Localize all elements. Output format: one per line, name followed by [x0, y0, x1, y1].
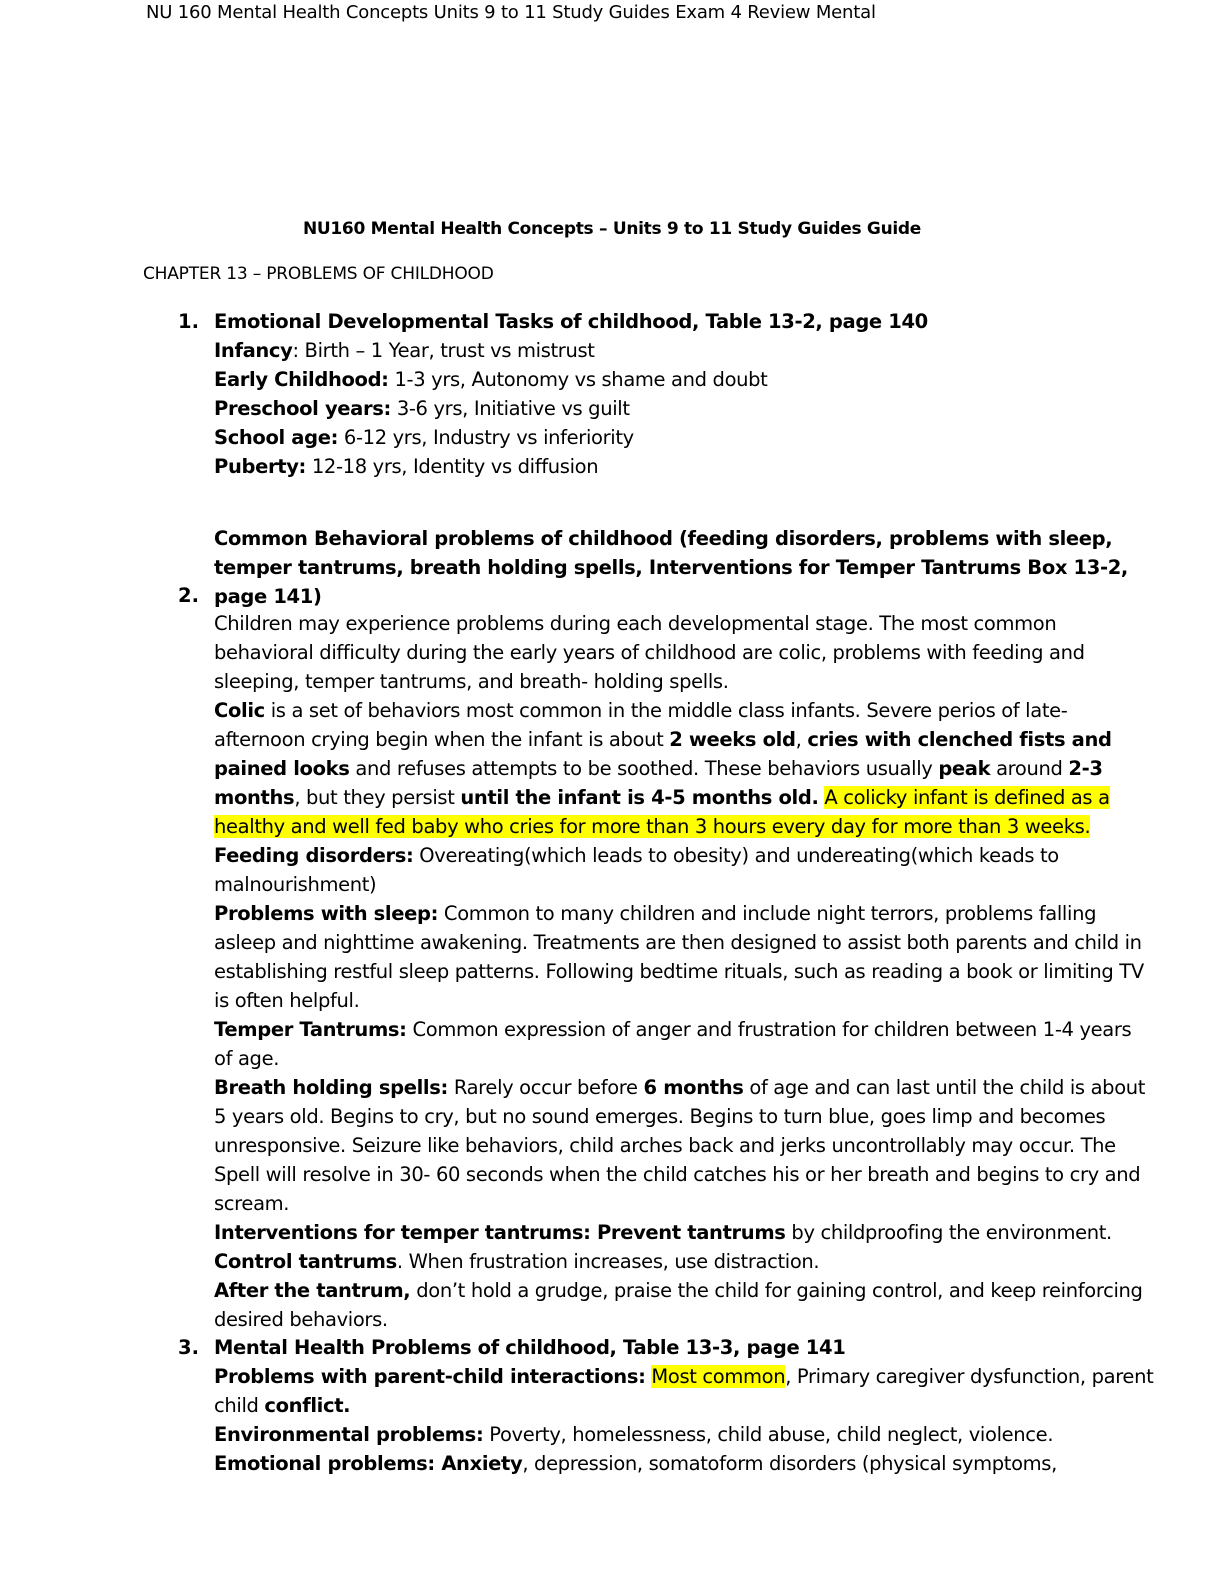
chapter-heading: CHAPTER 13 – PROBLEMS OF CHILDHOOD: [143, 264, 494, 284]
dev-row-puberty: Puberty: 12-18 yrs, Identity vs diffusion: [214, 455, 599, 478]
section-1-heading: Emotional Developmental Tasks of childhood, Table 13-2, page 140: [214, 310, 928, 333]
interventions-paragraph: Interventions for temper tantrums: Prevent tantrums by childproofing the environment.: [214, 1221, 1112, 1244]
page-header: NU 160 Mental Health Concepts Units 9 to 11 Study Guides Exam 4 Review Mental: [146, 2, 876, 23]
tantrums-paragraph: Temper Tantrums: Common expression of anger and frustration for children between 1-4 years of age.: [214, 1018, 1132, 1070]
feeding-paragraph: Feeding disorders: Overeating(which leads to obesity) and undereating(which keads to malnourishment): [214, 844, 1059, 896]
section-2-heading: Common Behavioral problems of childhood (feeding disorders, problems with sleep, temper tantrums, breath holding spells, Interventions for Temper Tantrums Box 13-2, page 141): [214, 527, 1128, 608]
intro-paragraph: Children may experience problems during each developmental stage. The most common behavioral difficulty during the early years of childhood are colic, problems with feeding and sleeping, temper tantrums, and breath- holding spells.: [214, 612, 1085, 693]
dev-row-preschool: Preschool years: 3-6 yrs, Initiative vs guilt: [214, 397, 630, 420]
section-1-number: 1.: [178, 310, 199, 333]
section-3: [214, 1333, 1154, 1478]
section-1: [214, 307, 1154, 481]
section-2-body: [214, 609, 1154, 1334]
most-common-highlight: Most common: [651, 1365, 786, 1388]
environmental-paragraph: Environmental problems: Poverty, homelessness, child abuse, child neglect, violence.: [214, 1423, 1054, 1446]
colic-highlight: A colicky infant is defined as a healthy and well fed baby who cries for more than 3 hours every day for more than 3 weeks.: [214, 786, 1110, 838]
section-3-number: 3.: [178, 1336, 199, 1359]
section-2-number: 2.: [178, 584, 199, 607]
dev-row-early-childhood: Early Childhood: 1-3 yrs, Autonomy vs shame and doubt: [214, 368, 768, 391]
emotional-paragraph: Emotional problems: Anxiety, depression, somatoform disorders (physical symptoms,: [214, 1452, 1057, 1475]
sleep-paragraph: Problems with sleep: Common to many children and include night terrors, problems falling asleep and nighttime awakening. Treatments are then designed to assist both parents and child in establishing restful sleep patterns. Following bedtime rituals, such as reading a book or limiting TV is often helpful.: [214, 902, 1144, 1012]
dev-row-school-age: School age: 6-12 yrs, Industry vs inferiority: [214, 426, 634, 449]
document-title: NU160 Mental Health Concepts – Units 9 to 11 Study Guides Guide: [302, 219, 922, 239]
dev-row-infancy: Infancy: Birth – 1 Year, trust vs mistrust: [214, 339, 595, 362]
control-paragraph: Control tantrums. When frustration increases, use distraction.: [214, 1250, 820, 1273]
colic-paragraph: Colic is a set of behaviors most common in the middle class infants. Severe perios of late-afternoon crying begin when the infant is about 2 weeks old, cries with clenched fists and pained looks and refuses attempts to be soothed. These behaviors usually peak around 2-3 months, but they persist until the infant is 4-5 months old. A colicky infant is defined as a healthy and well fed baby who cries for more than 3 hours every day for more than 3 weeks.: [214, 699, 1112, 838]
after-paragraph: After the tantrum, don’t hold a grudge, praise the child for gaining control, and keep reinforcing desired behaviors.: [214, 1279, 1143, 1331]
parent-child-paragraph: Problems with parent-child interactions: Most common, Primary caregiver dysfunction, parent child conflict.: [214, 1365, 1154, 1417]
section-3-heading: Mental Health Problems of childhood, Table 13-3, page 141: [214, 1336, 846, 1359]
breath-paragraph: Breath holding spells: Rarely occur before 6 months of age and can last until the child is about 5 years old. Begins to cry, but no sound emerges. Begins to turn blue, goes limp and becomes unresponsive. Seizure like behaviors, child arches back and jerks uncontrollably may occur. The Spell will resolve in 30- 60 seconds when the child catches his or her breath and begins to cry and scream.: [214, 1076, 1146, 1215]
